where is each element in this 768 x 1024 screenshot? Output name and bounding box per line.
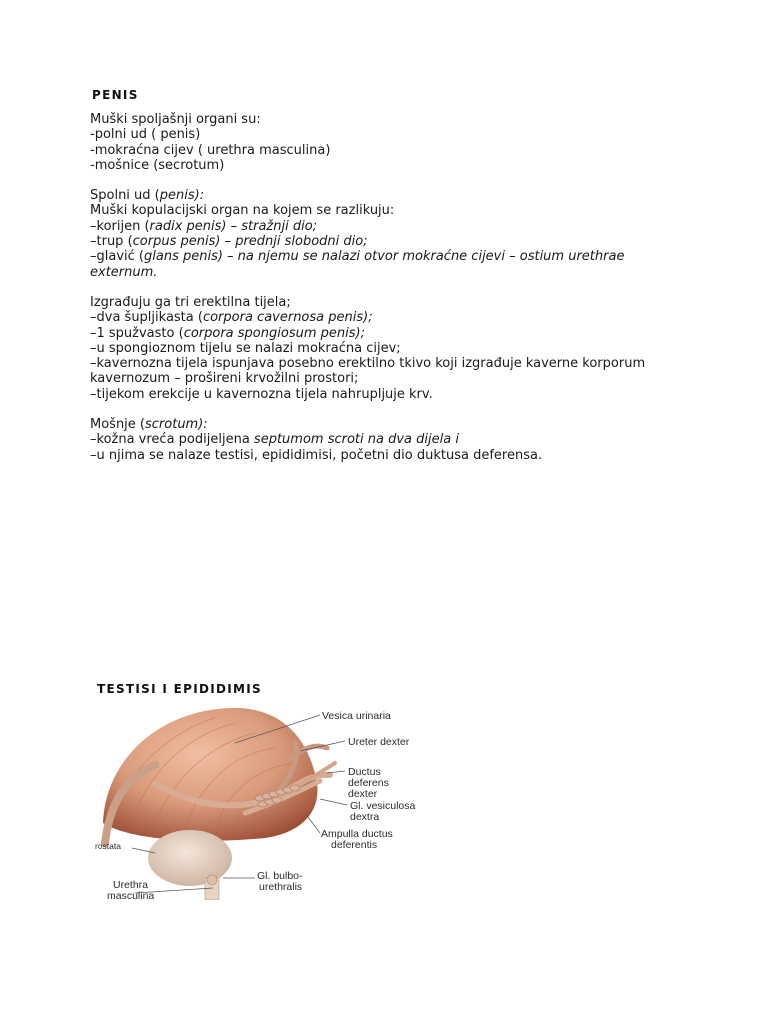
spolni-glavic: –glavić (glans penis) – na njemu se nalazi otvor mokraćne cijevi – ostium urethrae xyxy=(90,249,625,265)
label-ampulla-2: deferentis xyxy=(331,839,378,851)
label-gl-2: dextra xyxy=(350,811,380,823)
section-title-testisi: TESTISI I EPIDIDIMIS xyxy=(97,682,262,696)
label-urethra-1: Urethra xyxy=(113,879,149,891)
spolni-title: Spolni ud (penis): xyxy=(90,188,205,204)
erektilna-dva: –dva šupljikasta (corpora cavernosa penis); xyxy=(90,310,373,326)
label-ductus-3: dexter xyxy=(348,788,378,800)
section-penis-body xyxy=(90,112,730,463)
erektilna-line: kavernozum – prošireni krvožilni prostori; xyxy=(90,371,359,387)
label-ureter: Ureter dexter xyxy=(348,736,410,748)
intro-item: -polni ud ( penis) xyxy=(90,127,201,143)
erektilna-jedan: –1 spužvasto (corpora spongiosum penis); xyxy=(90,325,365,341)
prostate-shape xyxy=(148,830,232,886)
intro-item: -mokraćna cijev ( urethra masculina) xyxy=(90,142,331,158)
spolni-korijen: –korijen (radix penis) – stražnji dio; xyxy=(90,218,318,234)
erektilna-line: –kavernozna tijela ispunjava posebno erektilno tkivo koji izgrađuje kaverne korporum xyxy=(90,356,646,372)
mosnje-title: Mošnje (scrotum): xyxy=(90,417,208,433)
label-urethra-2: masculina xyxy=(107,890,155,900)
intro-heading: Muški spoljašnji organi su: xyxy=(90,112,261,127)
label-ampulla-1: Ampulla ductus xyxy=(321,828,393,840)
erektilna-line: –u spongioznom tijelu se nalazi mokraćna cijev; xyxy=(90,340,401,356)
erektilna-line: –tijekom erekcije u kavernozna tijela nahrupljuje krv. xyxy=(90,386,433,402)
anatomy-figure xyxy=(95,703,430,900)
mosnje-line: –kožna vreća podijeljena septumom scroti na dva dijela i xyxy=(90,432,459,448)
label-bulbo-2: urethralis xyxy=(259,881,303,893)
label-vesica: Vesica urinaria xyxy=(322,710,391,722)
section-title-penis: PENIS xyxy=(92,88,139,102)
erektilna-line: Izgrađuju ga tri erektilna tijela; xyxy=(90,294,291,310)
intro-item: -mošnice (secrotum) xyxy=(90,157,225,173)
label-ductus-2: deferens xyxy=(348,777,389,789)
bladder-illustration xyxy=(95,703,430,900)
label-gl-1: Gl. vesiculosa xyxy=(350,800,416,812)
spolni-line: Muški kopulacijski organ na kojem se razlikuju: xyxy=(90,203,395,219)
mosnje-line: –u njima se nalaze testisi, epididimisi, početni dio duktusa deferensa. xyxy=(90,447,543,463)
label-ductus-1: Ductus xyxy=(348,766,381,778)
label-bulbo-1: Gl. bulbo- xyxy=(257,870,303,882)
spolni-glavic-cont: externum. xyxy=(90,264,158,280)
label-prostata: rostata xyxy=(95,841,121,851)
spolni-trup: –trup (corpus penis) – prednji slobodni dio; xyxy=(90,234,368,250)
